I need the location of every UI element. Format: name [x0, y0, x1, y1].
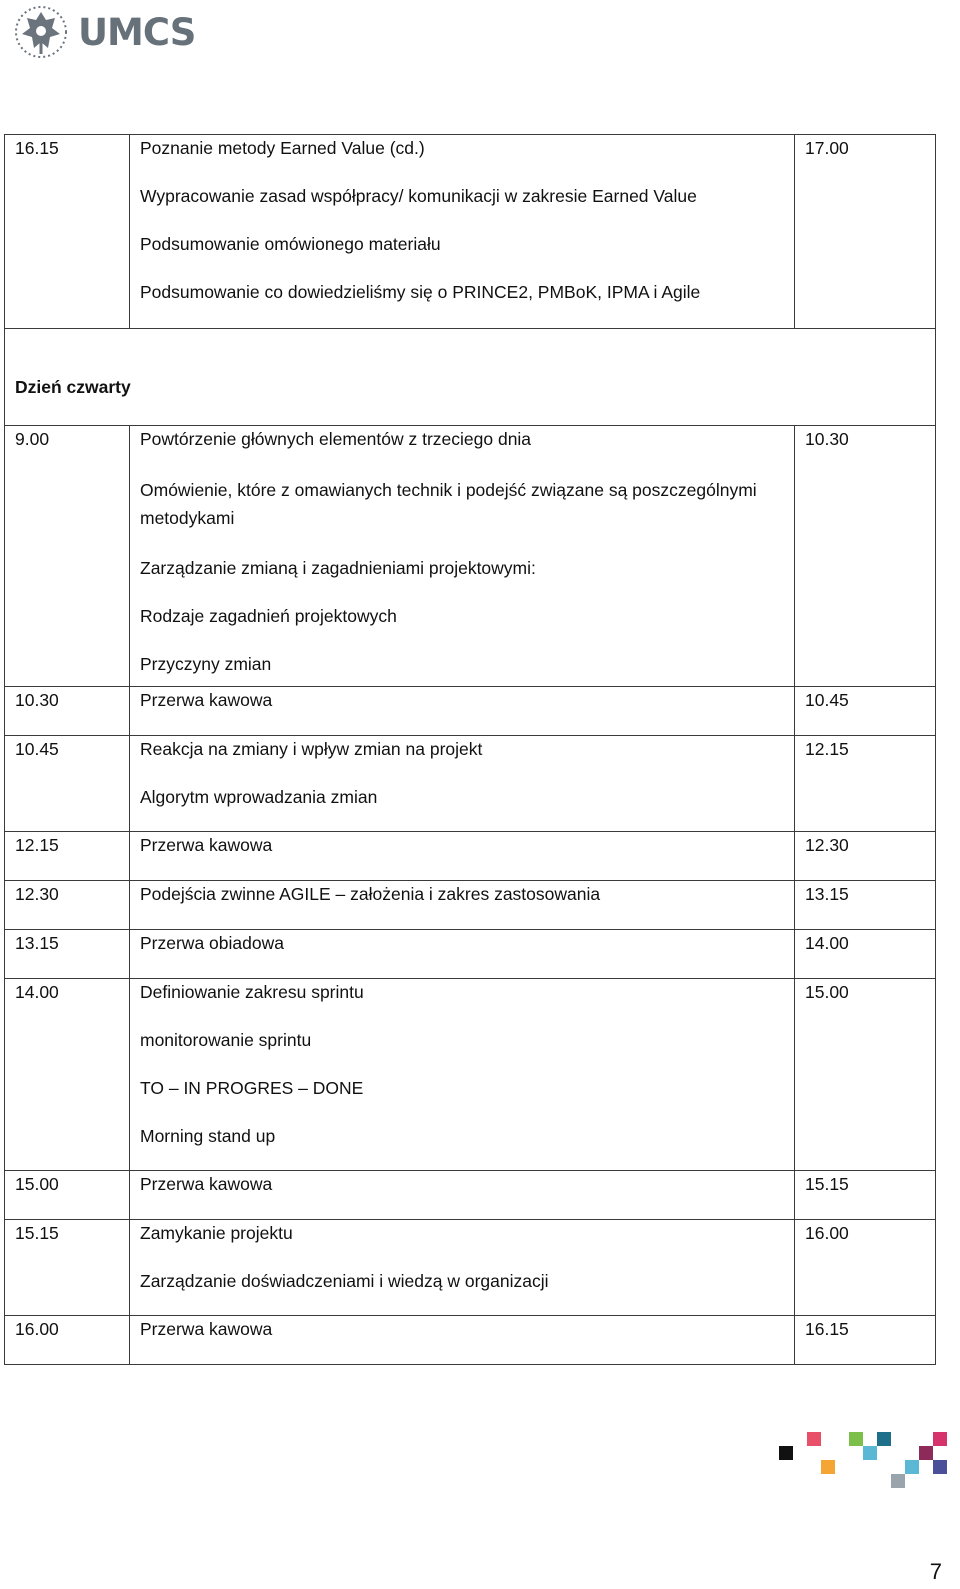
agenda-item: Zamykanie projektu	[140, 1223, 293, 1243]
table-row	[5, 426, 936, 687]
mosaic-square	[821, 1460, 835, 1474]
start-time: 16.00	[15, 1319, 59, 1339]
day-heading: Dzień czwarty	[15, 377, 131, 397]
start-time: 15.00	[15, 1174, 59, 1194]
day-header-row	[5, 329, 936, 426]
agenda-item: Przerwa kawowa	[140, 1174, 273, 1194]
agenda-item: Omówienie, które z omawianych technik i podejść związane są poszczególnymi metodykami	[140, 480, 757, 528]
start-time: 14.00	[15, 982, 59, 1002]
agenda-item: Zarządzanie doświadczeniami i wiedzą w organizacji	[140, 1271, 549, 1291]
end-time: 14.00	[805, 933, 849, 953]
page-number: 7	[929, 1559, 942, 1584]
mosaic-square	[863, 1446, 877, 1460]
schedule-table	[4, 134, 936, 1365]
end-time: 16.15	[805, 1319, 849, 1339]
table-row	[5, 1171, 936, 1220]
agenda-item: Podsumowanie co dowiedzieliśmy się o PRINCE2, PMBoK, IPMA i Agile	[140, 282, 701, 302]
mosaic-square	[905, 1460, 919, 1474]
agenda-item: Zarządzanie zmianą i zagadnieniami projektowymi:	[140, 558, 536, 578]
start-time: 10.45	[15, 739, 59, 759]
agenda-item: Przerwa obiadowa	[140, 933, 284, 953]
mosaic-square	[877, 1432, 891, 1446]
mosaic-square	[933, 1432, 947, 1446]
mosaic-square	[779, 1446, 793, 1460]
end-time: 13.15	[805, 884, 849, 904]
agenda-item: Rodzaje zagadnień projektowych	[140, 606, 397, 626]
agenda-item: Przyczyny zmian	[140, 654, 272, 674]
agenda-item: Przerwa kawowa	[140, 835, 273, 855]
table-row	[5, 1220, 936, 1316]
start-time: 15.15	[15, 1223, 59, 1243]
umcs-crest-logo	[10, 4, 72, 60]
table-row	[5, 135, 936, 329]
start-time: 12.30	[15, 884, 59, 904]
agenda-item: Morning stand up	[140, 1126, 276, 1146]
table-row	[5, 930, 936, 979]
brand-name: UMCS	[78, 10, 196, 54]
end-time: 12.15	[805, 739, 849, 759]
mosaic-square	[919, 1446, 933, 1460]
end-time: 12.30	[805, 835, 849, 855]
mosaic-square	[807, 1432, 821, 1446]
table-row	[5, 736, 936, 832]
start-time: 12.15	[15, 835, 59, 855]
agenda-item: Przerwa kawowa	[140, 1319, 273, 1339]
agenda-item: Poznanie metody Earned Value (cd.)	[140, 138, 425, 158]
agenda-item: Przerwa kawowa	[140, 690, 273, 710]
start-time: 9.00	[15, 429, 50, 449]
mosaic-square	[891, 1474, 905, 1488]
header	[10, 2, 195, 62]
start-time: 16.15	[15, 138, 59, 158]
agenda-item: monitorowanie sprintu	[140, 1030, 312, 1050]
agenda-item: Reakcja na zmiany i wpływ zmian na projekt	[140, 739, 483, 759]
agenda-item: Definiowanie zakresu sprintu	[140, 982, 364, 1002]
agenda-item: Algorytm wprowadzania zmian	[140, 787, 378, 807]
agenda-item: Podsumowanie omówionego materiału	[140, 234, 441, 254]
table-row	[5, 979, 936, 1171]
mosaic-square	[849, 1432, 863, 1446]
agenda-item: Powtórzenie głównych elementów z trzeciego dnia	[140, 429, 532, 449]
mosaic-square	[933, 1460, 947, 1474]
end-time: 15.15	[805, 1174, 849, 1194]
end-time: 16.00	[805, 1223, 849, 1243]
agenda-item: Wypracowanie zasad współpracy/ komunikacji w zakresie Earned Value	[140, 186, 697, 206]
agenda-item: Podejścia zwinne AGILE – założenia i zakres zastosowania	[140, 884, 601, 904]
table-row	[5, 1316, 936, 1365]
end-time: 17.00	[805, 138, 849, 158]
end-time: 10.30	[805, 429, 849, 449]
table-row	[5, 832, 936, 881]
table-row	[5, 881, 936, 930]
agenda-item: TO – IN PROGRES – DONE	[140, 1078, 364, 1098]
start-time: 10.30	[15, 690, 59, 710]
end-time: 10.45	[805, 690, 849, 710]
table-row	[5, 687, 936, 736]
end-time: 15.00	[805, 982, 849, 1002]
start-time: 13.15	[15, 933, 59, 953]
